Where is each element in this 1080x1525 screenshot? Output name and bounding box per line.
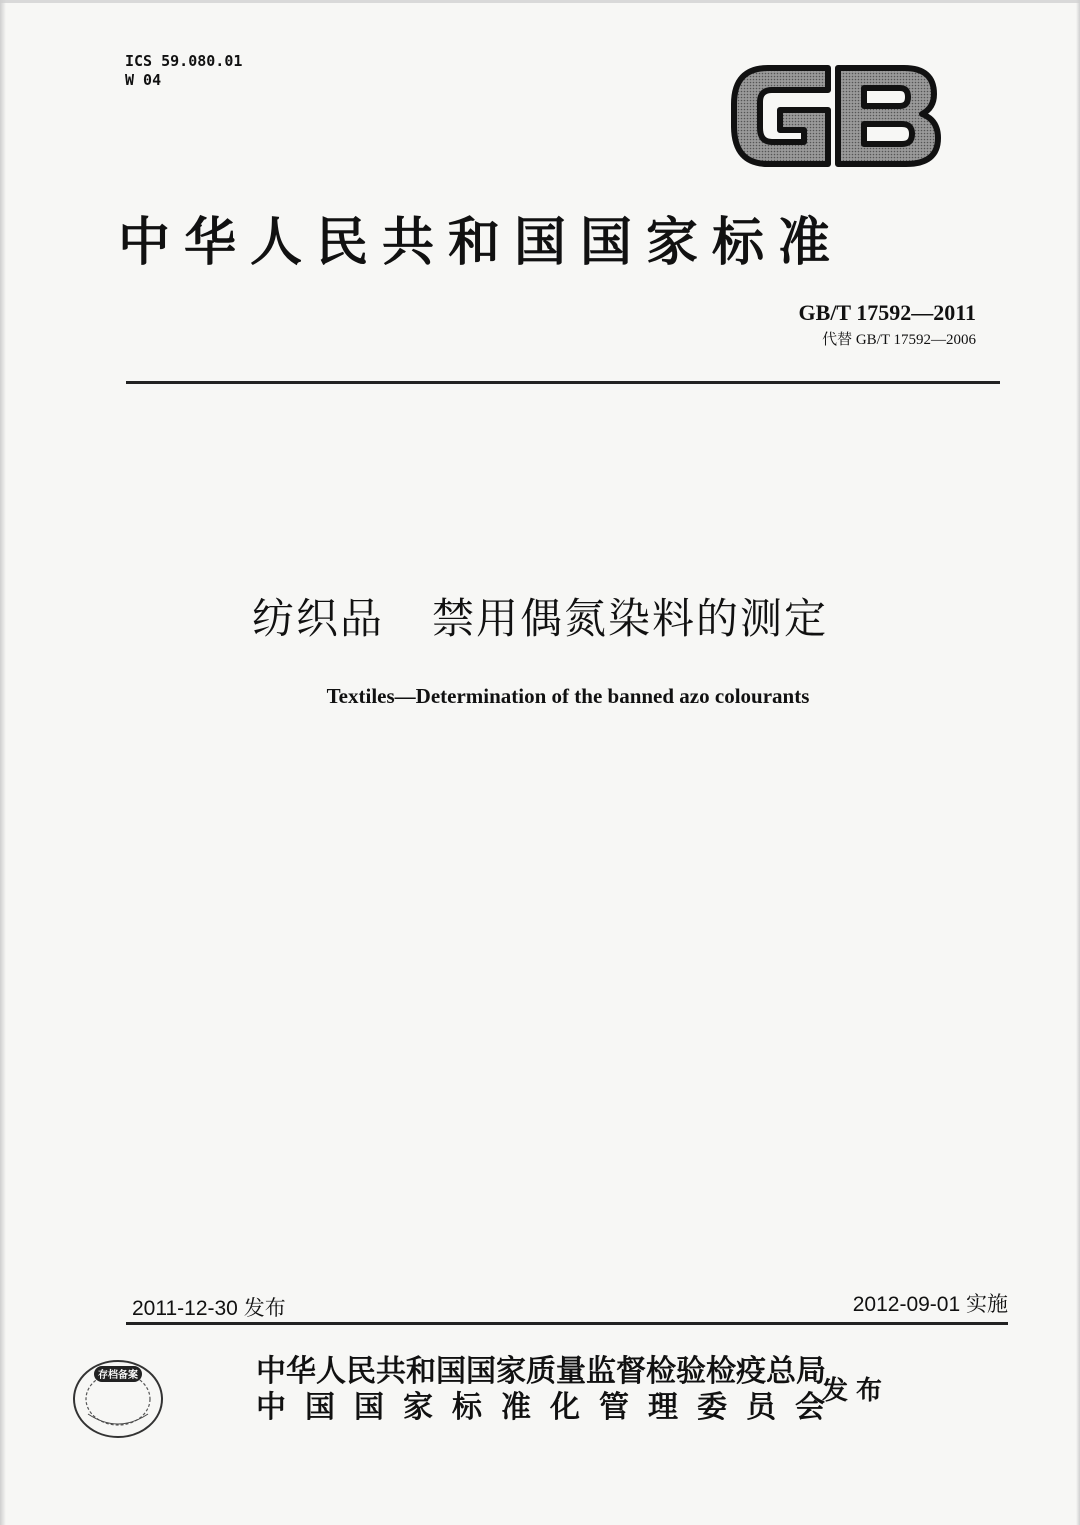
chinese-title-part2: 禁用偶氮染料的测定 (432, 594, 829, 643)
issuing-authorities (256, 1354, 844, 1426)
issuer-sac: 中国国家标准化管理委员会 (256, 1390, 844, 1425)
publish-date: 2011-12-30 发布 (132, 1297, 286, 1320)
standard-number: GB/T 17592—2011 (798, 300, 976, 325)
scan-edge-left (0, 0, 6, 1525)
scan-edge-top (0, 0, 1080, 3)
chinese-title-part1: 纺织品 (251, 594, 384, 643)
national-standard-title: 中华人民共和国国家标准 (118, 212, 845, 273)
gb-logo-icon (728, 60, 944, 170)
issuer-aqsiq: 中华人民共和国国家质量监督检验检疫总局 (256, 1354, 826, 1389)
replaces-standard: 代替 GB/T 17592—2006 (822, 332, 976, 348)
classification-codes (125, 52, 242, 90)
scan-edge-right (1076, 0, 1080, 1525)
effective-date: 2012-09-01 实施 (852, 1293, 1008, 1316)
header-divider (126, 381, 1000, 384)
footer-divider (126, 1322, 1008, 1325)
issue-label: 发布 (822, 1376, 891, 1406)
stamp-text: 存档备案 (98, 1370, 138, 1381)
standard-number-block (799, 300, 976, 349)
english-title: Textiles—Determination of the banned azo colourants (326, 684, 810, 708)
category-code: W 04 (125, 71, 162, 89)
chinese-title (0, 586, 1080, 646)
ics-code: ICS 59.080.01 (125, 52, 243, 70)
archive-stamp-icon (68, 1354, 168, 1444)
